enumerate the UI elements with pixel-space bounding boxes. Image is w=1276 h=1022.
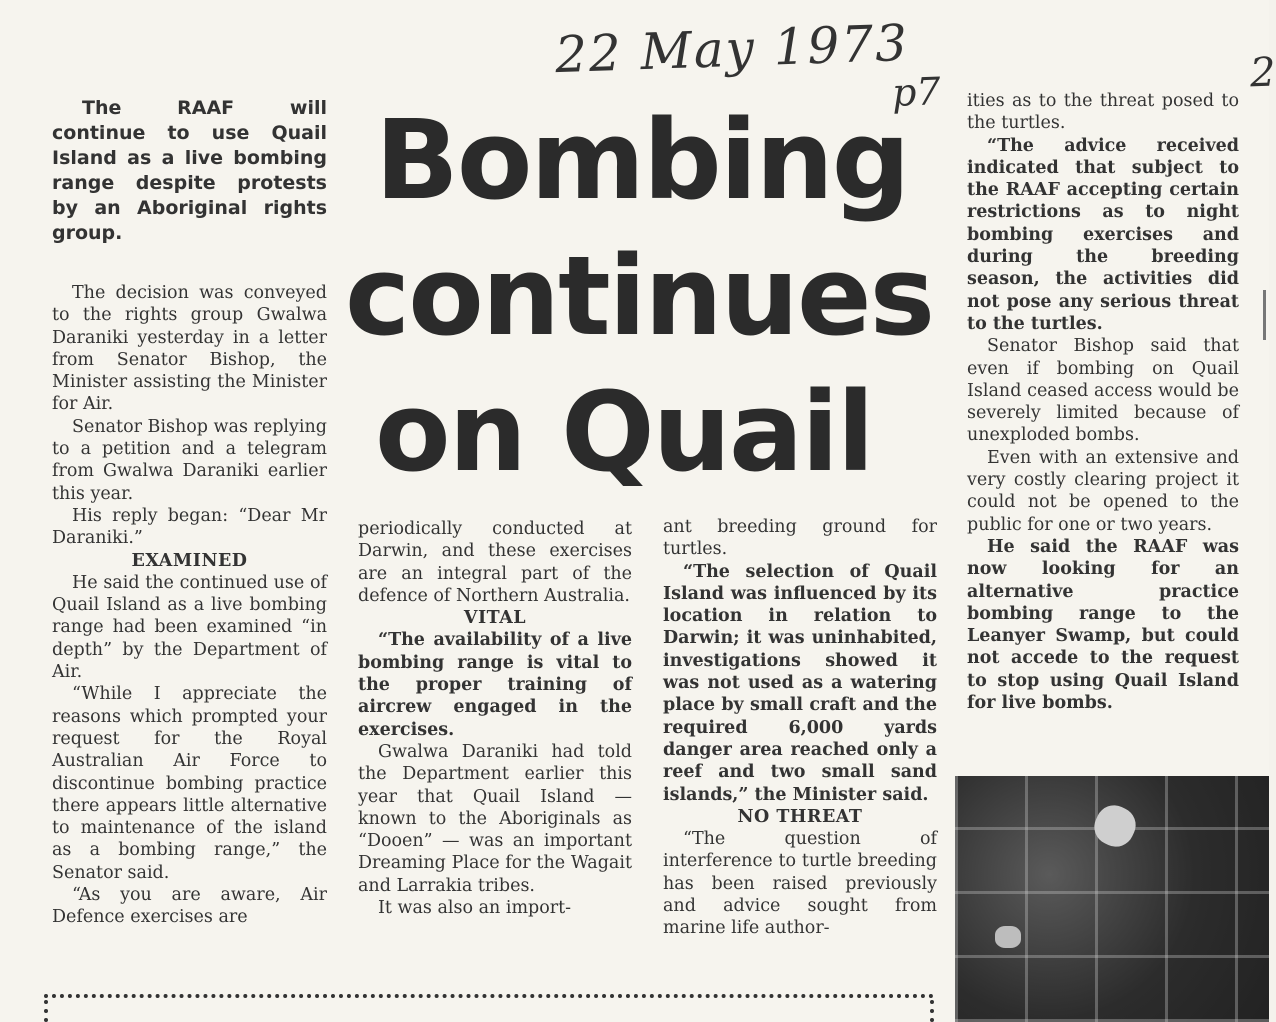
- paragraph: Senator Bishop was replying to a petition and a telegram from Gwalwa Daraniki earlier this year.: [52, 416, 327, 504]
- handwritten-page-number: p7: [891, 69, 942, 115]
- headline-line-2: continues: [345, 232, 934, 360]
- paragraph: ities as to the threat posed to the turtles.: [967, 91, 1239, 134]
- lead-paragraph: [52, 96, 327, 246]
- paragraph: He said the continued use of Quail Island as a live bombing range had been examined “in depth” by the Department of Air.: [52, 572, 327, 683]
- paragraph: “The availability of a live bombing range is vital to the proper training of aircrew engaged in the exercises.: [358, 630, 632, 740]
- photo-highlight: [1088, 799, 1141, 852]
- article-column-4: [967, 90, 1239, 714]
- paragraph: “The question of interference to turtle breeding has been raised previously and advice sought from marine life author-: [663, 829, 937, 939]
- paragraph: “While I appreciate the reasons which prompted your request for the Royal Australian Air Force to discontinue bombing practice there appears little alternative to maintenance of the island as a bombing range,” the Senator said.: [52, 684, 327, 883]
- headline-line-3: on Quail: [375, 368, 873, 496]
- subheading-no-threat: NO THREAT: [737, 806, 863, 827]
- paragraph: Senator Bishop said that even if bombing on Quail Island ceased access would be severely limited because of unexploded bombs.: [967, 336, 1239, 446]
- article-column-2: [358, 518, 632, 919]
- photo-fragment: [955, 776, 1269, 1022]
- paragraph: ant breeding ground for turtles.: [663, 517, 937, 560]
- dotted-border-right: [930, 1000, 934, 1022]
- paragraph: Gwalwa Daraniki had told the Department earlier this year that Quail Island — known to the Aboriginals as “Dooen” — was an important Dreaming Place for the Wagait and Larrakia tribes.: [358, 741, 632, 896]
- subheading-vital: VITAL: [463, 608, 527, 629]
- dotted-border-bottom: [44, 994, 934, 998]
- photo-highlight: [995, 926, 1021, 948]
- paragraph: periodically conducted at Darwin, and these exercises are an integral part of the defence of Northern Australia.: [358, 519, 632, 606]
- paragraph: He said the RAAF was now looking for an alternative practice bombing range to the Leanyer Swamp, but could not accede to the request to stop using Quail Island for live bombs.: [967, 536, 1239, 714]
- headline: [345, 96, 945, 496]
- headline-line-1: Bombing: [375, 96, 909, 224]
- paragraph: His reply began: “Dear Mr Daraniki.”: [52, 505, 327, 549]
- clipping-edge-mark: [1263, 290, 1266, 340]
- handwritten-date: 22 May 1973: [554, 13, 910, 85]
- paragraph: It was also an import-: [378, 898, 572, 919]
- lead-text: The RAAF will continue to use Quail Island as a live bombing range despite protests by an Aboriginal rights group.: [52, 97, 327, 244]
- paragraph: “As you are aware, Air Defence exercises are: [52, 885, 327, 928]
- paragraph: “The advice received indicated that subject to the RAAF accepting certain restrictions as to night bombing exercises and during the breeding season, the activities did not pose any serious threat to the turtles.: [967, 135, 1239, 334]
- article-column-1: [52, 282, 327, 929]
- article-column-3: [663, 516, 937, 940]
- paragraph: Even with an extensive and very costly clearing project it could not be opened to the public for one or two years.: [967, 447, 1239, 535]
- subheading-examined: EXAMINED: [131, 550, 248, 571]
- handwritten-corner-mark: 2: [1249, 49, 1276, 97]
- dotted-border-left: [44, 1000, 48, 1022]
- paragraph: “The selection of Quail Island was influenced by its location in relation to Darwin; it was uninhabited, investigations showed it was not used as a watering place by small craft and the required 6,000 yards danger area reached only a reef and two small sand islands,” the Minister said.: [663, 561, 937, 805]
- paragraph: The decision was conveyed to the rights group Gwalwa Daraniki yesterday in a letter from Senator Bishop, the Minister assisting the Minister for Air.: [52, 283, 327, 415]
